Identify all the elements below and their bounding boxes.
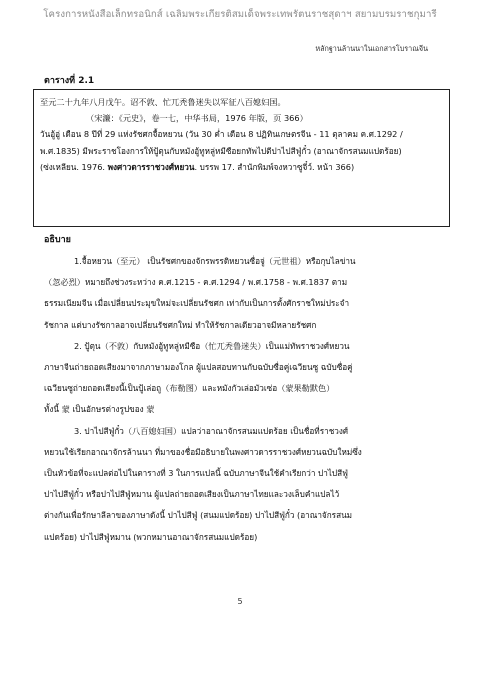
para2-line: เฉวียนซูถ่ายถอดเสียงนี้เป็นปู้เล่อถู（布勒图）และหมังกัวเล่อมัวเซ่อ（蒙果勒默色）	[44, 383, 335, 394]
para3-line: เป็นหัวข้อที่จะแปลต่อไปในตารางที่ 3 ในการแปลนี้ ฉบับภาษาจีนใช้คำเรียกว่า ปาไปสีฟู่	[44, 468, 348, 479]
para2-line: ภาษาจีนถ่ายถอดเสียงมาจากภาษามองโกล ผู้แปลสอบทานกับฉบับซื่อคู่เฉวียนซู ฉบับซื่อคู่	[44, 362, 353, 373]
thai-citation-prefix: (ซ่งเหลียน. 1976.	[40, 161, 108, 172]
table-label: ตารางที่ 2.1	[44, 76, 95, 86]
para3-line: หยวนใช้เรียกอาณาจักรล้านนา ที่มาของชื่อมีอธิบายในพงศาวดารราชวงศ์หยวนฉบับใหม่ซึ่ง	[44, 446, 362, 457]
source-table-box	[33, 89, 450, 227]
para3-line: ต่างกันเพื่อรักษาลีลาของภาษาดังนี้ ปาไปสีฟู่ (สนมแปดร้อย) ปาไปสีฟู่กั๋ว (อาณาจักรสนม	[44, 510, 353, 521]
page-number: 5	[237, 597, 243, 606]
para1-line: 1.จื้อหยวน（至元） เป็นรัชศกของจักรพรรดิหยวนซื่อจู่（元世祖）หรือกุบไลข่าน	[74, 256, 356, 266]
thai-citation	[40, 159, 443, 175]
explanation-body	[44, 251, 436, 548]
para3-line: 3. ปาไปสีฟู่กั๋ว（八百媳妇国）แปลว่าอาณาจักรสนมแปดร้อย เป็นชื่อที่ราชวงศ์	[74, 425, 349, 436]
thai-translation: วันอู้อู่ เดือน 8 ปีที่ 29 แห่งรัชศกจื้อหยวน (วัน 30 ค่ำ เดือน 8 ปฏิทินเกษตรจีน - 11 ตุลาคม ค.ศ.1292 / พ.ศ.1835) มีพระราชโองการให้ปู้ตุนกับหมังอู้ทูหลู่หมีซือยกทัพไปตีปาไปสีฟู่กั๋ว (อาณาจักรสนมแปดร้อย)	[40, 129, 403, 156]
explanation-heading: อธิบาย	[44, 235, 71, 245]
para1-line: รัชกาล แต่บางรัชกาลอาจเปลี่ยนรัชศกใหม่ ทำให้รัชกาลเดียวอาจมีหลายรัชศก	[44, 319, 317, 330]
chinese-citation: （宋濂：《元史》，卷一七，中华书局，1976 年版，页 366）	[86, 113, 308, 124]
para1-line: ธรรมเนียมจีน เมื่อเปลี่ยนประมุขใหม่จะเปลี่ยนรัชศก เท่ากับเป็นการตั้งศักราชใหม่ประจำ	[44, 298, 350, 309]
para3-line: แปดร้อย) ปาไปสีฟู่หมาน (พวกหมานอาณาจักรสนมแปดร้อย)	[44, 531, 258, 542]
para3-line: ปาไปสีฟู่กั๋ว หรือปาไปสีฟู่หมาน ผู้แปลถ่ายถอดเสียงเป็นภาษาไทยและวงเล็บคำแปลไว้	[44, 489, 340, 500]
thai-citation-suffix: . บรรพ 17. สำนักพิมพ์จงหวาซูจี๋ว์. หน้า 366)	[194, 161, 355, 172]
book-subtitle: หลักฐานล้านนาในเอกสารโบราณจีน	[315, 44, 428, 53]
chinese-source-text: 至元二十九年八月戊午。诏不敦、忙兀秃鲁迷失以军征八百媳妇国。	[40, 97, 286, 107]
thai-citation-title: พงศาวดารราชวงศ์หยวน	[107, 161, 195, 172]
para1-line: （忽必烈）หมายถึงช่วงระหว่าง ค.ศ.1215 - ค.ศ.1294 / พ.ศ.1758 - พ.ศ.1837 ตาม	[44, 277, 348, 288]
project-header: โครงการหนังสือเล็กทรอนิกส์ เฉลิมพระเกียรติสมเด็จพระเทพรัตนราชสุดาฯ สยามบรมราชกุมารี	[43, 9, 437, 20]
para2-line: ทั้งนี้ 蒙 เป็นอักษรต่างรูปของ 蒙	[44, 404, 155, 415]
para2-line: 2. ปู้ตุน（不敦）กับหมังอู้ทูหลู่หมีซือ（忙兀秃鲁迷失）เป็นแม่ทัพราชวงศ์หยวน	[74, 340, 350, 351]
